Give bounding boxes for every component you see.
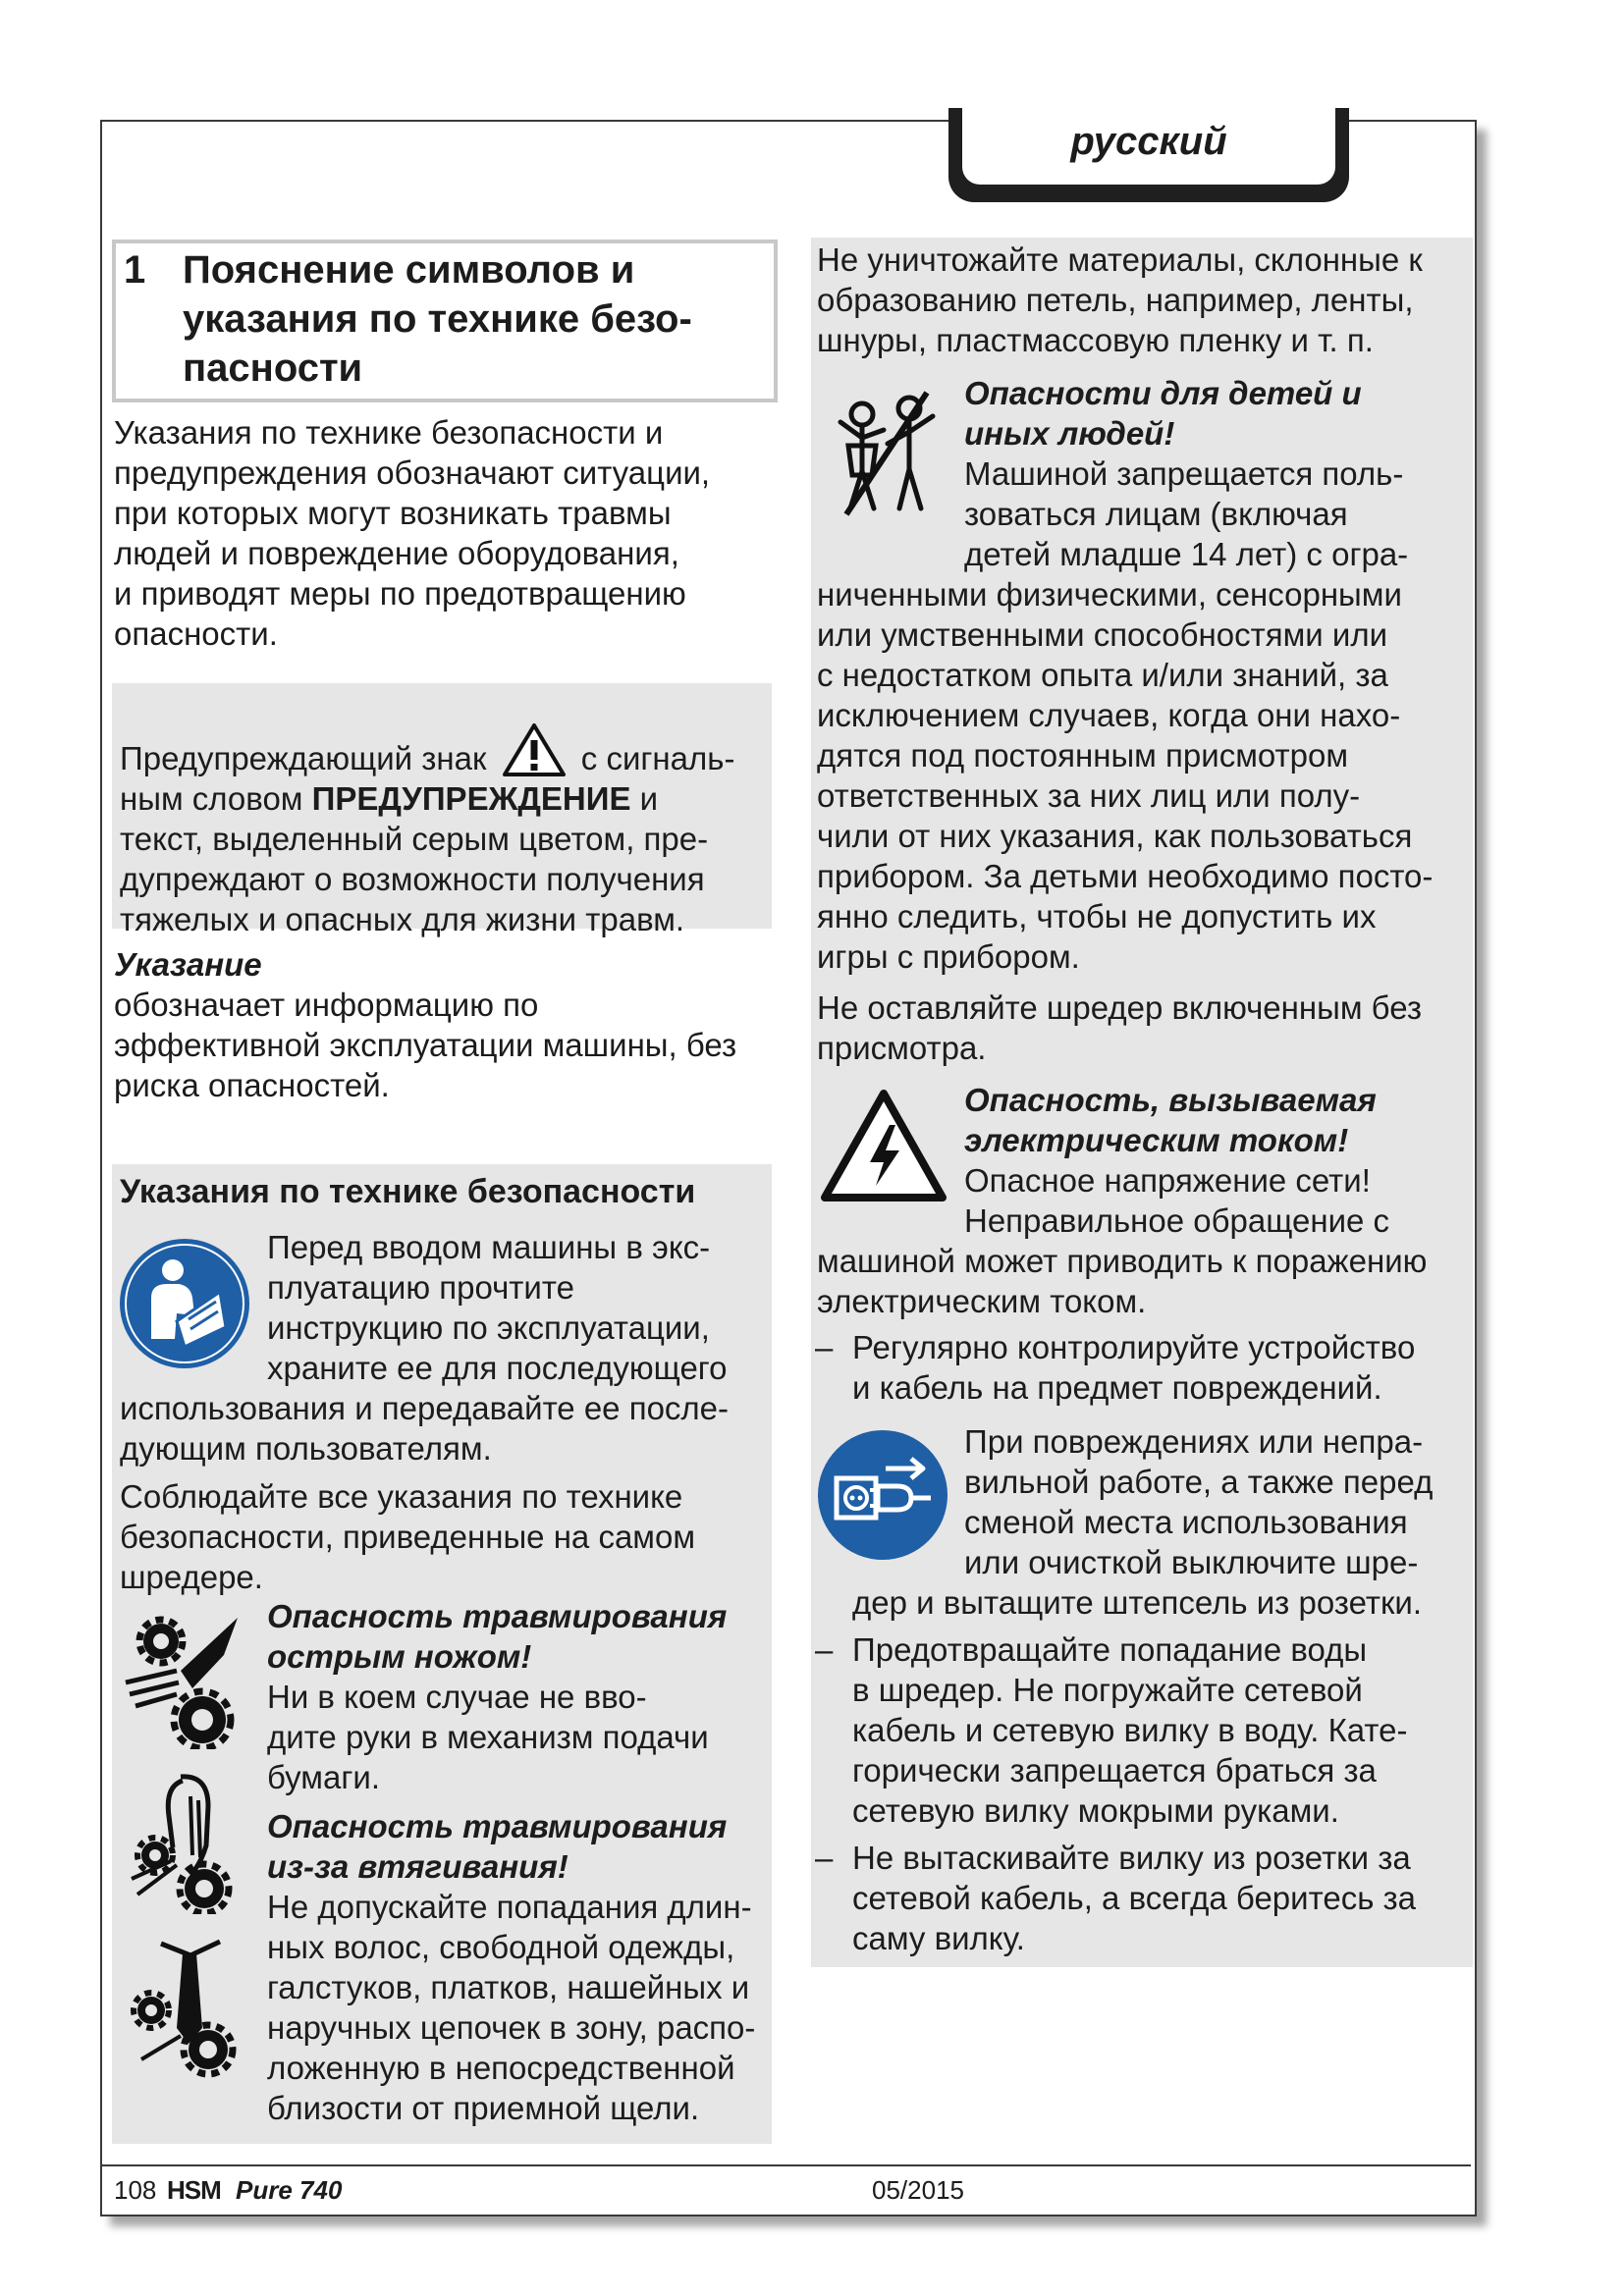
electric-text-indented <box>964 1080 1467 1241</box>
text-span: ным словом <box>120 780 303 817</box>
text-line: шнуры, пластмассовую пленку и т. п. <box>817 322 1374 358</box>
bullet-water-text <box>852 1629 1467 1831</box>
text-line: плуатацию прочтите <box>267 1269 574 1306</box>
note-paragraph <box>114 944 782 1105</box>
text-line: ответственных за них лиц или полу- <box>817 777 1361 814</box>
observe-paragraph <box>120 1476 770 1597</box>
text-line: зоваться лицам (включая <box>964 496 1348 532</box>
text-line: Неправильное обращение с <box>964 1202 1390 1239</box>
children-text-full <box>817 574 1467 977</box>
intro-paragraph <box>114 412 782 654</box>
unplug-icon <box>817 1429 948 1561</box>
text-line: людей и повреждение оборудования, <box>114 535 679 571</box>
safety-title: Указания по технике безопасности <box>120 1173 696 1210</box>
hazard-title-line: острым ножом! <box>267 1638 532 1675</box>
text-line: текст, выделенный серым цветом, пре- <box>120 821 709 857</box>
text-line: Ни в коем случае не вво- <box>267 1679 647 1715</box>
title-line: пасности <box>183 347 363 390</box>
text-line: Указания по технике безопасности и <box>114 414 664 451</box>
text-line: шредере. <box>120 1559 263 1595</box>
text-line: бумаги. <box>267 1759 380 1795</box>
text-line: Опасное напряжение сети! <box>964 1162 1371 1199</box>
section-title <box>183 245 762 393</box>
unplug-text-last: дер и вытащите штепсель из розетки. <box>852 1584 1422 1621</box>
text-line: эффективной эксплуатации машины, без <box>114 1027 737 1063</box>
bullet-unplug-cable-text <box>852 1838 1467 1958</box>
text-line: машиной может приводить к поражению <box>817 1243 1428 1279</box>
text-line: ложенную в непосредственной <box>267 2050 735 2086</box>
text-line: дите руки в механизм подачи <box>267 1719 709 1755</box>
footer-date: 05/2015 <box>872 2175 964 2205</box>
text-line: близости от приемной щели. <box>267 2090 700 2126</box>
text-line: дующим пользователям. <box>120 1430 492 1467</box>
text-line: исключением случаев, когда они нахо- <box>817 697 1401 733</box>
text-line: образованию петель, например, ленты, <box>817 282 1414 318</box>
text-line: При повреждениях или непра- <box>964 1423 1424 1460</box>
text-line: Не уничтожайте материалы, склонные к <box>817 241 1423 278</box>
text-line: вильной работе, а также перед <box>964 1464 1434 1500</box>
manual-text-full <box>120 1388 770 1468</box>
text-line: игры с прибором. <box>817 938 1080 975</box>
section-number: 1 <box>124 248 146 292</box>
children-prohibited-icon <box>827 387 945 520</box>
bullet-inspect-text <box>852 1327 1467 1408</box>
hair-entanglement-hazard-icon <box>122 1767 244 1914</box>
text-line: Регулярно контролируйте устройство <box>852 1329 1416 1365</box>
text-line: опасности. <box>114 615 278 652</box>
text-span: с сигналь- <box>580 740 735 776</box>
text-line: Не допускайте попадания длин- <box>267 1889 752 1925</box>
text-line: при которых могут возникать травмы <box>114 495 672 531</box>
cutting-hand-hazard-icon <box>122 1612 244 1749</box>
text-line: ных волос, свободной одежды, <box>267 1929 735 1965</box>
text-line: галстуков, платков, нашейных и <box>267 1969 750 2005</box>
hazard-title-line: электрическим током! <box>964 1122 1349 1158</box>
knife-hazard-text <box>267 1596 770 1797</box>
signal-word: ПРЕДУПРЕЖДЕНИЕ <box>311 780 631 817</box>
text-line: наручных цепочек в зону, распо- <box>267 2009 756 2046</box>
text-line: ниченными физическими, сенсорными <box>817 576 1402 613</box>
bullet-dash: – <box>815 1329 834 1365</box>
text-line: и кабель на предмет повреждений. <box>852 1369 1382 1406</box>
manual-text-indented <box>267 1227 768 1388</box>
title-line: указания по технике безо- <box>183 297 692 341</box>
children-text-indented <box>964 373 1467 574</box>
text-line: риска опасностей. <box>114 1067 390 1103</box>
text-line: сменой места использования <box>964 1504 1408 1540</box>
bullet-dash: – <box>815 1631 834 1668</box>
read-manual-icon <box>118 1237 251 1370</box>
text-line: янно следить, чтобы не допустить их <box>817 898 1377 934</box>
text-line: безопасности, приведенные на самом <box>120 1519 696 1555</box>
tie-entanglement-hazard-icon <box>122 1934 244 2081</box>
page-number: 108 <box>114 2175 157 2205</box>
text-line: прибором. За детьми необходимо посто- <box>817 858 1434 894</box>
note-title: Указание <box>114 946 262 983</box>
hazard-title-line: Опасность травмирования <box>267 1808 728 1844</box>
hazard-title-line: Опасности для детей и <box>964 375 1362 411</box>
text-line: храните ее для последующего <box>267 1350 728 1386</box>
text-line: Не вытаскивайте вилку из розетки за <box>852 1840 1411 1876</box>
text-line: детей младше 14 лет) с огра- <box>964 536 1409 572</box>
text-line: Перед вводом машины в экс- <box>267 1229 711 1265</box>
text-line: или умственными способностями или <box>817 616 1388 653</box>
text-line: в шредер. Не погружайте сетевой <box>852 1672 1363 1708</box>
text-line: и приводят меры по предотвращению <box>114 575 686 612</box>
text-line: электрическим током. <box>817 1283 1147 1319</box>
text-line: сетевой кабель, а всегда беритесь за <box>852 1880 1417 1916</box>
text-span: и <box>639 780 659 817</box>
model-name: Pure 740 <box>236 2175 343 2205</box>
text-line: дятся под постоянным присмотром <box>817 737 1349 774</box>
text-line: сетевую вилку мокрыми руками. <box>852 1792 1339 1829</box>
text-line: тяжелых и опасных для жизни травм. <box>120 901 685 937</box>
text-span: Предупреждающий знак <box>120 740 487 776</box>
text-line: с недостатком опыта и/или знаний, за <box>817 657 1388 693</box>
text-line: Соблюдайте все указания по технике <box>120 1478 683 1515</box>
language-label: русский <box>1070 120 1227 163</box>
title-line: Пояснение символов и <box>183 248 635 292</box>
electric-text-full <box>817 1241 1467 1321</box>
brand-logo: HSM <box>167 2175 221 2205</box>
unattended-paragraph <box>817 988 1467 1068</box>
warning-explanation-text <box>120 722 770 939</box>
text-line: Не оставляйте шредер включенным без <box>817 989 1422 1026</box>
text-line: дупреждают о возможности получения <box>120 861 705 897</box>
text-line: обозначает информацию по <box>114 987 539 1023</box>
text-line: горически запрещается браться за <box>852 1752 1377 1789</box>
text-line: использования и передавайте ее после- <box>120 1390 730 1426</box>
text-line: Машиной запрещается поль- <box>964 455 1404 492</box>
bullet-dash: – <box>815 1840 834 1876</box>
hazard-title-line: иных людей! <box>964 415 1175 452</box>
hazard-title-line: из-за втягивания! <box>267 1848 568 1885</box>
text-line: предупреждения обозначают ситуации, <box>114 454 711 491</box>
unplug-text-indented <box>964 1421 1467 1582</box>
text-line: Предотвращайте попадание воды <box>852 1631 1368 1668</box>
hazard-title-line: Опасность травмирования <box>267 1598 728 1634</box>
text-line: или очисткой выключите шре- <box>964 1544 1419 1580</box>
text-line: кабель и сетевую вилку в воду. Кате- <box>852 1712 1408 1748</box>
loops-paragraph <box>817 240 1467 360</box>
text-line: чили от них указания, как пользоваться <box>817 818 1413 854</box>
hazard-title-line: Опасность, вызываемая <box>964 1082 1377 1118</box>
text-line: саму вилку. <box>852 1920 1025 1956</box>
footer-rule <box>102 2164 1471 2166</box>
pull-in-hazard-text <box>267 1806 770 2128</box>
electric-hazard-icon <box>819 1088 948 1203</box>
text-line: присмотра. <box>817 1030 987 1066</box>
warning-triangle-icon <box>502 722 567 777</box>
text-line: инструкцию по эксплуатации, <box>267 1309 710 1346</box>
